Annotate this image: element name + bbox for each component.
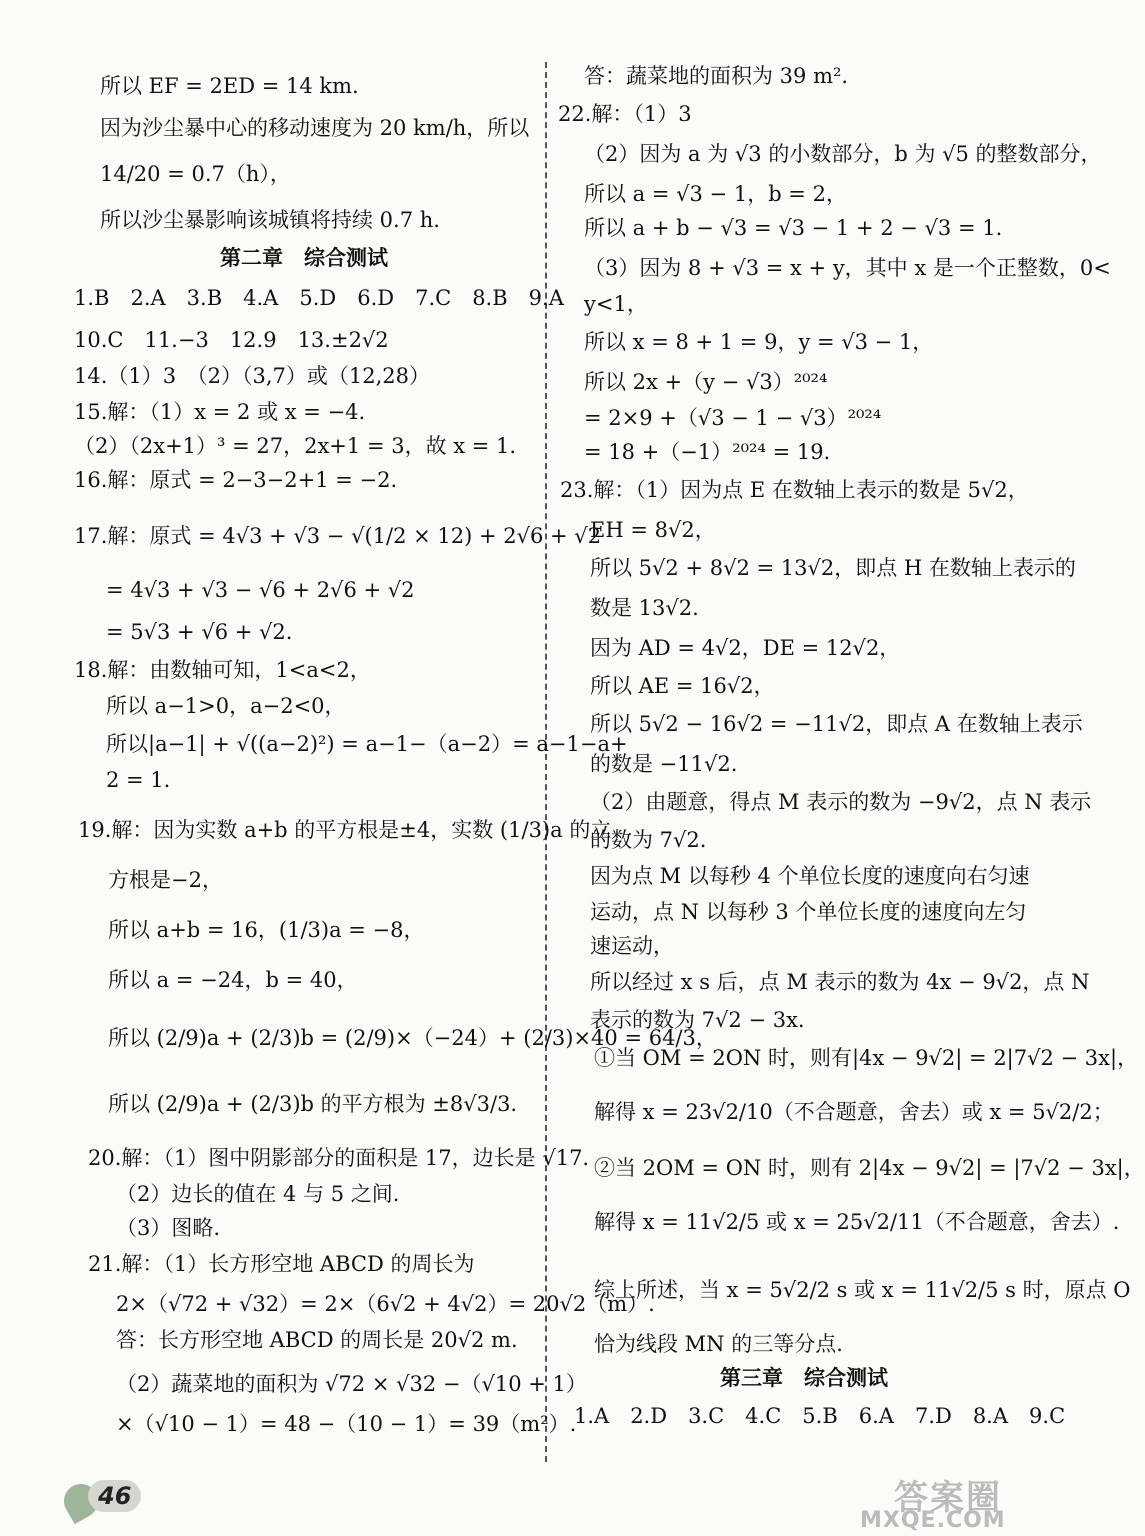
answer-line: 23.解：（1）因为点 E 在数轴上表示的数是 5√2， (560, 478, 1029, 502)
column-divider (545, 62, 547, 1462)
answer-line: 20.解：（1）图中阴影部分的面积是 17，边长是 √17. (88, 1146, 590, 1170)
answer-line: 所以 a = √3 − 1，b = 2， (584, 182, 847, 206)
answer-line: 17.解：原式 = 4√3 + √3 − √(1/2 × 12) + 2√6 + √2 (74, 524, 602, 548)
answer-line: 所以 a+b = 16，(1/3)a = −8， (108, 918, 425, 942)
answer-line: 18.解：由数轴可知，1<a<2， (74, 658, 371, 682)
answer-line: ①当 OM = 2ON 时，则有|4x − 9√2| = 2|7√2 − 3x|， (594, 1046, 1139, 1070)
answer-line: 所以 x = 8 + 1 = 9，y = √3 − 1， (584, 330, 934, 354)
answer-line: 所以 (2/9)a + (2/3)b = (2/9)×（−24）+ (2/3)×40 = 64/3， (108, 1026, 717, 1050)
answer-line: 所以 (2/9)a + (2/3)b 的平方根为 ±8√3/3. (108, 1092, 518, 1116)
watermark (860, 1470, 1060, 1533)
answer-line: 1.B 2.A 3.B 4.A 5.D 6.D 7.C 8.B 9.A (74, 286, 564, 310)
answer-line: （2）由题意，得点 M 表示的数为 −9√2，点 N 表示 (590, 790, 1092, 814)
answer-line: = 2×9 +（√3 − 1 − √3）²⁰²⁴ (584, 406, 882, 430)
answer-line: 所以 a + b − √3 = √3 − 1 + 2 − √3 = 1. (584, 216, 1003, 240)
answer-line: ×（√10 − 1）= 48 −（10 − 1）= 39（m²）. (116, 1412, 577, 1436)
answer-line: 所以 EF = 2ED = 14 km. (100, 74, 359, 98)
answer-line: 答：长方形空地 ABCD 的周长是 20√2 m. (116, 1328, 518, 1352)
answer-line: 15.解：（1）x = 2 或 x = −4. (74, 400, 366, 424)
answer-line: 因为沙尘暴中心的移动速度为 20 km/h，所以 (100, 116, 530, 140)
answer-line: 所以沙尘暴影响该城镇将持续 0.7 h. (100, 208, 440, 232)
answer-line: 16.解：原式 = 2−3−2+1 = −2. (74, 468, 398, 492)
answer-line: 所以 5√2 − 16√2 = −11√2，即点 A 在数轴上表示 (590, 712, 1083, 736)
answer-line: （2）蔬菜地的面积为 √72 × √32 −（√10 + 1） (116, 1372, 587, 1396)
answer-line: 22.解：（1）3 (558, 102, 692, 126)
answer-line: 答：蔬菜地的面积为 39 m². (584, 64, 849, 88)
section-heading: 第二章 综合测试 (220, 245, 388, 270)
answer-line: 解得 x = 11√2/5 或 x = 25√2/11（不合题意，舍去）. (594, 1210, 1120, 1234)
answer-line: 所以 a−1>0，a−2<0， (106, 694, 346, 718)
answer-line: 1.A 2.D 3.C 4.C 5.B 6.A 7.D 8.A 9.C (574, 1404, 1066, 1428)
answer-line: 恰为线段 MN 的三等分点. (594, 1332, 843, 1356)
answer-line: 方根是−2， (108, 868, 223, 892)
answer-line: 所以 2x +（y − √3）²⁰²⁴ (584, 370, 828, 394)
answer-line: ②当 2OM = ON 时，则有 2|4x − 9√2| = |7√2 − 3x|， (594, 1156, 1145, 1180)
answer-line: EH = 8√2， (590, 518, 716, 542)
answer-line: 所以 a = −24，b = 40， (108, 968, 358, 992)
answer-line: 因为 AD = 4√2，DE = 12√2， (590, 636, 901, 660)
answer-line: 19.解：因为实数 a+b 的平方根是±4，实数 (1/3)a 的立 (78, 818, 612, 842)
answer-line: 2 = 1. (106, 768, 171, 792)
answer-line: y<1， (584, 292, 648, 316)
section-heading: 第三章 综合测试 (720, 1365, 888, 1390)
answer-line: 21.解：（1）长方形空地 ABCD 的周长为 (88, 1252, 475, 1276)
answer-line: 速运动， (590, 934, 674, 958)
answer-line: 所以 5√2 + 8√2 = 13√2，即点 H 在数轴上表示的 (590, 556, 1076, 580)
answer-line: = 18 +（−1）²⁰²⁴ = 19. (584, 440, 831, 464)
answer-line: 数是 13√2. (590, 596, 699, 620)
answer-line: 14/20 = 0.7（h）， (100, 162, 291, 186)
answer-line: 因为点 M 以每秒 4 个单位长度的速度向右匀速 (590, 864, 1030, 888)
answer-line: 表示的数为 7√2 − 3x. (590, 1008, 805, 1032)
answer-line: 的数是 −11√2. (590, 752, 738, 776)
answer-line: 14.（1）3 （2）（3,7）或（12,28） (74, 364, 430, 388)
watermark-logo-text: 答案圈 (894, 1478, 1002, 1518)
answer-line: 的数为 7√2. (590, 828, 707, 852)
answer-line: （3）因为 8 + √3 = x + y，其中 x 是一个正整数，0< (584, 256, 1111, 280)
answer-line: （2）（2x+1）³ = 27，2x+1 = 3，故 x = 1. (74, 434, 517, 458)
answer-line: 综上所述，当 x = 5√2/2 s 或 x = 11√2/5 s 时，原点 O (594, 1278, 1131, 1302)
answer-line: （2）边长的值在 4 与 5 之间. (116, 1182, 400, 1206)
answer-line: = 4√3 + √3 − √6 + 2√6 + √2 (106, 578, 415, 602)
answer-line: （2）因为 a 为 √3 的小数部分，b 为 √5 的整数部分， (584, 142, 1102, 166)
answer-line: 解得 x = 23√2/10（不合题意，舍去）或 x = 5√2/2； (594, 1100, 1114, 1124)
answer-line: 10.C 11.−3 12.9 13.±2√2 (74, 328, 389, 352)
page-number-badge (60, 1470, 140, 1526)
watermark-url: MXQE.COM (860, 1508, 1006, 1533)
answer-line: 所以 AE = 16√2， (590, 674, 775, 698)
answer-line: 运动，点 N 以每秒 3 个单位长度的速度向左匀 (590, 900, 1027, 924)
answer-line: 所以|a−1| + √((a−2)²) = a−1−（a−2）= a−1−a+ (106, 732, 628, 756)
page-number: 46 (88, 1480, 141, 1512)
answer-line: = 5√3 + √6 + √2. (106, 620, 293, 644)
answer-line: 2×（√72 + √32）= 2×（6√2 + 4√2）= 20√2（m）. (116, 1292, 655, 1316)
answer-line: 所以经过 x s 后，点 M 表示的数为 4x − 9√2，点 N (590, 970, 1090, 994)
answer-line: （3）图略. (116, 1216, 221, 1240)
